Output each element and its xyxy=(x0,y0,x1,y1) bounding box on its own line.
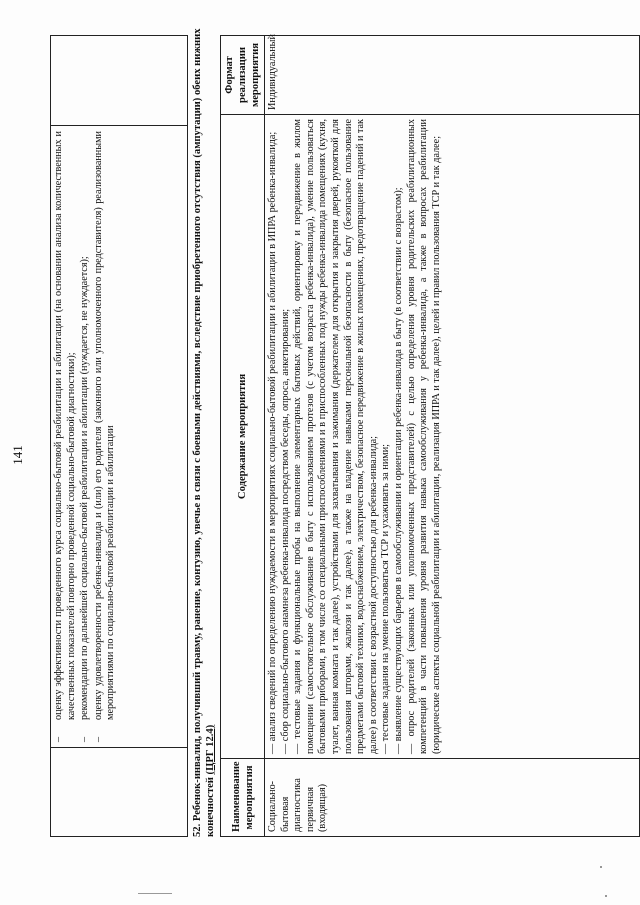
activity-name-cell xyxy=(265,759,640,837)
table-row xyxy=(51,36,188,837)
list-item-text: рекомендации по дальнейшей социально-бытовой реабилитации и абилитации (нуждается, не нуждается); xyxy=(79,256,91,720)
activity-name-line: (входящая) xyxy=(317,783,329,832)
content-paragraph: — тестовые задания и функциональные пробы на выполнение элементарных бытовых действий, ориентировку и передвижение в жилом помещении (самостоятельное обслуживание в быту с использованием протезов (с учетом возраста ребенка-инвалида), умение пользоваться бытовыми приборами, в том числе со специальными приспособлениями и в приспособленных под нужды ребенка-инвалида помещениях (кухня, туалет, ванная комната и так далее), устройствами для захватывания и зажимания (держателем для открытия и закрытия дверей, рукояткой для пользования шторами, жалюзи и так далее), а также на владение навыками персональной безопасности в быту (безопасное пользование предметами бытовой техники, водоснабжением, электричеством, безопасное передвижение в жилых помещениях, предотвращение падений и так далее) в соответствии с возрастной доступностью для ребенка-инвалида; xyxy=(292,119,379,754)
scan-speck xyxy=(605,895,607,897)
continuation-table xyxy=(50,35,188,837)
format-cell-empty xyxy=(51,36,188,126)
content-paragraph: — опрос родителей (законных или уполномоченных представителей) с целью определения уровня родительских реабилитационных компетенций в части повышения уровня развития навыка самообслуживания у ребенка-инвалида, а также в вопросах реабилитации (юридические аспекты социальной реабилитации и абилитации, реализация ИПРА и так далее), целей и правил пользования ТСР и так далее; xyxy=(405,119,442,754)
section-code: (ЦРГ 12.4) xyxy=(204,724,216,775)
header-format: Формат реализации мероприятия xyxy=(221,36,265,115)
scan-speck xyxy=(600,866,602,868)
continuation-list xyxy=(53,131,118,742)
bullet-dash: – xyxy=(79,736,91,742)
content-paragraph: — сбор социально-бытового анамнеза ребенка-инвалида посредством беседы, опроса, анкетирования; xyxy=(279,308,291,754)
scan-mark-rule xyxy=(138,893,172,894)
activity-name-line: диагностика xyxy=(292,778,304,832)
page-number: 141 xyxy=(10,445,25,465)
activity-name-line: первичная xyxy=(304,786,316,832)
section-heading-text: 52. Ребенок-инвалид, получивший травму, ранение, контузию, увечье в связи с боевыми действиями, вследствие приобретенного отсутствия (ампутации) обеих нижних конечностей xyxy=(192,28,216,837)
section-heading xyxy=(192,27,218,837)
header-content: Содержание мероприятия xyxy=(221,115,265,759)
name-cell-empty xyxy=(51,748,188,837)
continuation-content-cell xyxy=(51,126,188,748)
activity-content-cell xyxy=(265,115,640,759)
content-paragraph: — тестовые задания на умение пользоваться ТСР и ухаживать за ними; xyxy=(380,443,392,754)
activity-format-cell: Индивидуальный xyxy=(265,36,640,115)
table-header-row xyxy=(221,36,265,837)
bullet-dash: – xyxy=(92,736,104,742)
content-paragraph: — выявление существующих барьеров в самообслуживании и ориентации ребенка-инвалида в быту (в соответствии с возрастом); xyxy=(392,187,404,754)
list-item-text: оценку эффективности проведенного курса социально-бытовой реабилитации и абилитации (на основании анализа количественных и качественных показателей повторно проведенной социально-бытовой диагностики); xyxy=(53,131,77,720)
activity-name-line: Социально-бытовая xyxy=(267,780,291,832)
table-row xyxy=(265,36,640,837)
activities-table xyxy=(220,35,640,837)
content-paragraph: — анализ сведений по определению нуждаемости в мероприятиях социально-бытовой реабилитации и абилитации в ИПРА ребенка-инвалида; xyxy=(267,131,278,754)
list-item xyxy=(79,131,92,742)
bullet-dash: – xyxy=(53,736,64,742)
list-item-text: оценку удовлетворенности ребенка-инвалида и (или) его родителя (законного или уполномоченного представителя) реализованными мероприятиями по социально-бытовой реабилитации и абилитации xyxy=(92,131,117,720)
list-item xyxy=(93,131,118,742)
list-item xyxy=(53,131,78,742)
header-name: Наименование мероприятия xyxy=(221,759,265,837)
